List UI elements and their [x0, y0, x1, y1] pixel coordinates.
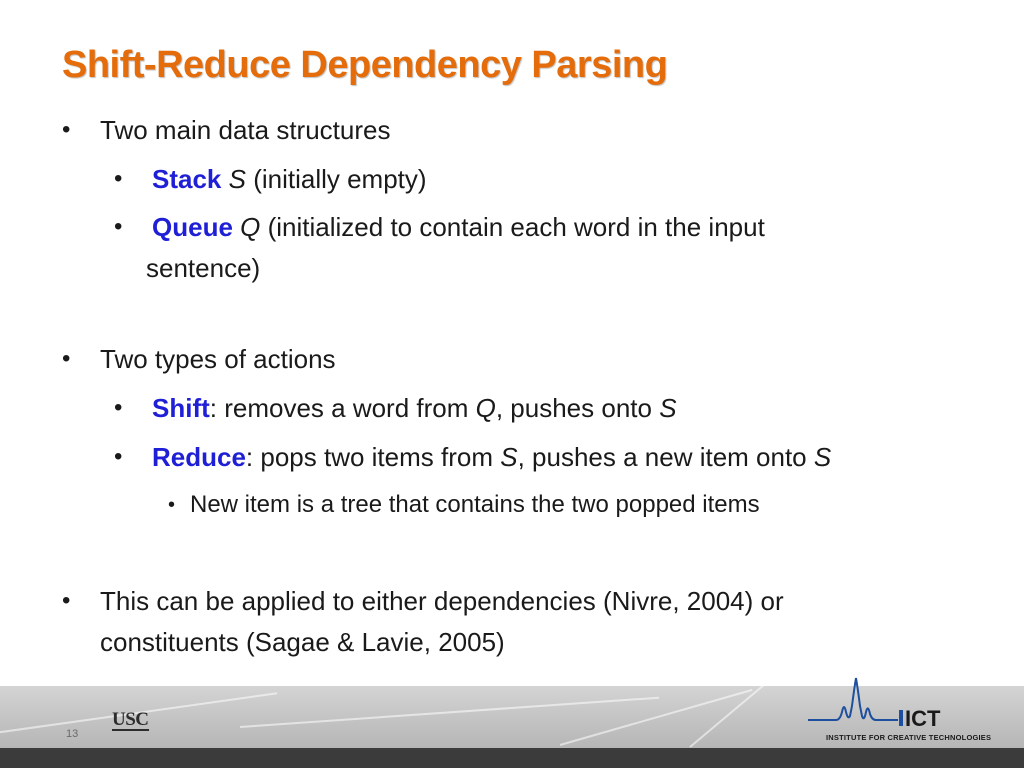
footer-bottom-bar	[0, 748, 1024, 768]
keyword-stack: Stack	[152, 164, 222, 194]
var-s: S	[813, 442, 832, 472]
var-q: Q	[475, 393, 496, 423]
bullet-queue-continuation: sentence)	[146, 253, 261, 283]
bullet-text: (initialized to contain each word in the input	[260, 212, 765, 242]
bullet-marker: •	[114, 394, 123, 421]
ict-logo-text: ICT	[905, 706, 941, 731]
bullet-shift	[152, 392, 677, 424]
keyword-shift: Shift	[152, 393, 210, 423]
slide-title: Shift-Reduce Dependency Parsing	[62, 44, 668, 86]
var-q: Q	[240, 212, 261, 242]
bullet-applied: This can be applied to either dependencies (Nivre, 2004) or	[100, 586, 784, 616]
bullet-marker: •	[168, 494, 176, 516]
keyword-reduce: Reduce	[152, 442, 246, 472]
bullet-text: : pops two items from	[245, 442, 501, 472]
page-number: 13	[66, 728, 79, 740]
bullet-actions	[100, 343, 336, 375]
var-s: S	[500, 442, 518, 472]
usc-logo: USC	[112, 709, 149, 730]
ict-caption: INSTITUTE FOR CREATIVE TECHNOLOGIES	[826, 733, 992, 742]
bullet-marker: •	[62, 345, 71, 372]
bullet-queue	[152, 211, 765, 243]
bullet-applied-continuation: constituents (Sagae & Lavie, 2005)	[100, 627, 505, 657]
bullet-marker: •	[114, 443, 123, 470]
bullet-data-structures	[100, 114, 390, 146]
bullet-stack	[152, 163, 427, 195]
bullet-text: Two main data structures	[100, 115, 391, 145]
var-s: S	[228, 164, 246, 194]
bullet-marker: •	[114, 213, 123, 240]
bullet-text: : removes a word from	[209, 393, 476, 423]
bullet-text: , pushes onto	[495, 393, 660, 423]
bullet-marker: •	[114, 165, 123, 192]
var-s: S	[659, 393, 677, 423]
bullet-marker: •	[62, 116, 71, 143]
bullet-text: , pushes a new item onto	[517, 442, 814, 472]
bullet-reduce	[152, 441, 831, 473]
ict-waveform-icon	[808, 678, 898, 720]
keyword-queue: Queue	[152, 212, 233, 242]
bullet-text: (initially empty)	[245, 164, 427, 194]
footer-streak	[689, 686, 798, 748]
bullet-text: Two types of actions	[100, 344, 336, 374]
bullet-new-item: New item is a tree that contains the two popped items	[190, 491, 760, 518]
bullet-marker: •	[62, 587, 71, 614]
footer-streak	[240, 697, 659, 728]
